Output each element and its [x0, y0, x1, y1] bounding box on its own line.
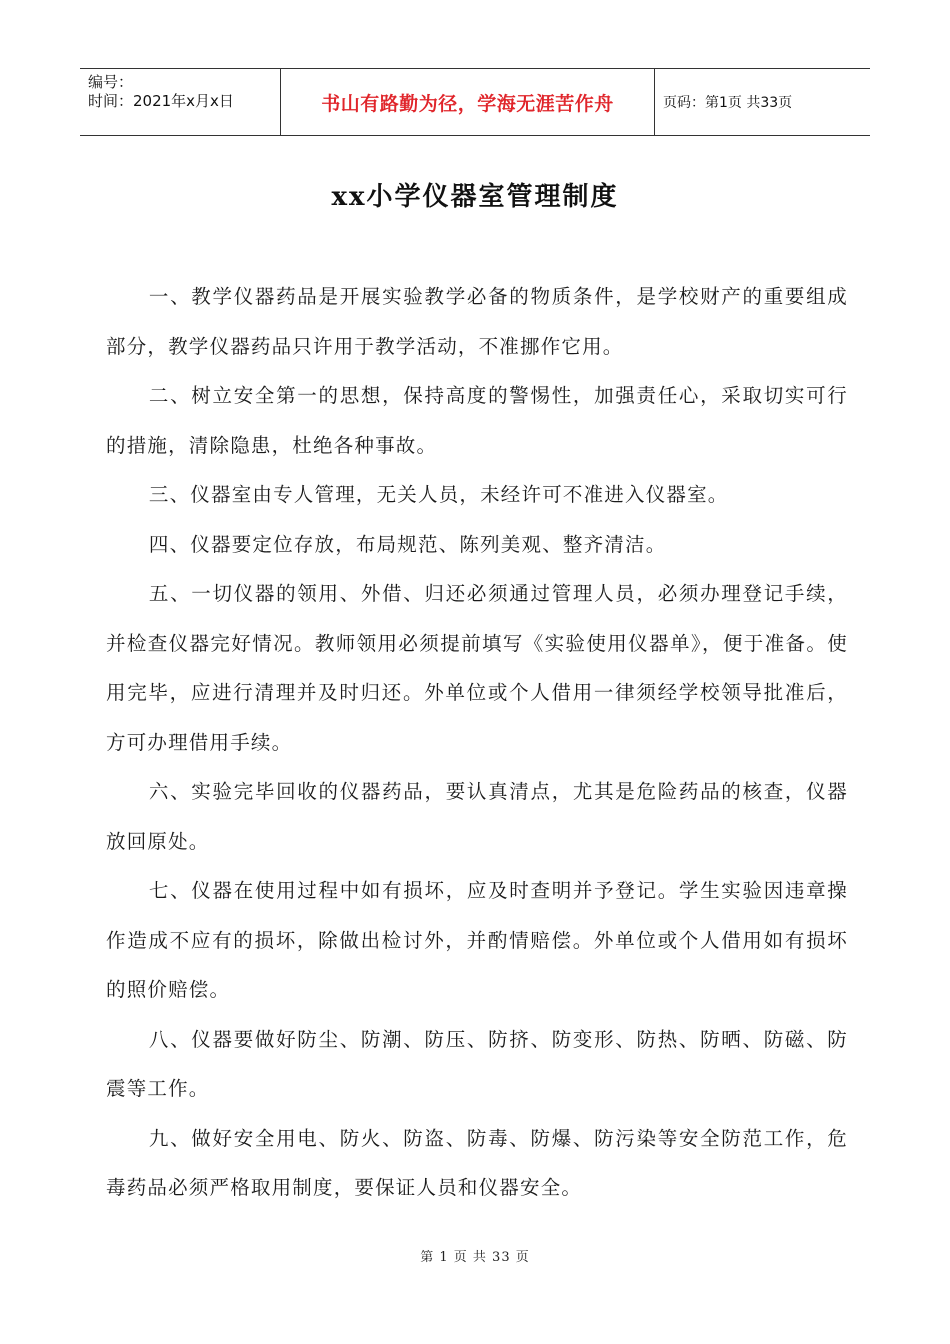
- paragraph-3: 三、仪器室由专人管理，无关人员，未经许可不准进入仪器室。: [148, 483, 729, 506]
- paragraph-6: 六、实验完毕回收的仪器药品，要认真清点，尤其是危险药品的核查，仪器放回原处。: [106, 780, 848, 853]
- paragraph-9: 九、做好安全用电、防火、防盗、防毒、防爆、防污染等安全防范工作，危毒药品必须严格取用制度，要保证人员和仪器安全。: [106, 1126, 848, 1199]
- paragraph-7: 七、仪器在使用过程中如有损坏，应及时查明并予登记。学生实验因违章操作造成不应有的损坏，除做出检讨外，并酌情赔偿。外单位或个人借用如有损坏的照价赔偿。: [106, 879, 848, 1001]
- paragraph-2: 二、树立安全第一的思想，保持高度的警惕性，加强责任心，采取切实可行的措施，清除隐患，杜绝各种事故。: [106, 384, 848, 457]
- paragraph-5: 五、一切仪器的领用、外借、归还必须通过管理人员，必须办理登记手续，并检查仪器完好情况。教师领用必须提前填写《实验使用仪器单》，便于准备。使用完毕，应进行清理并及时归还。外单位或个人借用一律须经学校领导批准后，方可办理借用手续。: [106, 582, 848, 754]
- page-footer: 第 1 页 共 33 页: [420, 1250, 530, 1265]
- header-page-info: 页码：第1页 共33页: [663, 95, 793, 111]
- header-motto: 书山有路勤为径，学海无涯苦作舟: [281, 69, 655, 135]
- paragraph-8: 八、仪器要做好防尘、防潮、防压、防挤、防变形、防热、防晒、防磁、防震等工作。: [106, 1027, 848, 1100]
- header-meta: [80, 69, 281, 135]
- document-title: xx小学仪器室管理制度: [331, 182, 619, 212]
- paragraph-4: 四、仪器要定位存放，布局规范、陈列美观、整齐清洁。: [148, 532, 667, 556]
- paragraph-1: 一、教学仪器药品是开展实验教学必备的物质条件，是学校财产的重要组成部分，教学仪器药品只许用于教学活动，不准挪作它用。: [106, 285, 848, 358]
- time-label: 时间：2021年x月x日: [88, 92, 234, 110]
- document-body: [106, 272, 848, 1213]
- document-header: [80, 68, 870, 136]
- number-label: 编号：: [88, 73, 134, 91]
